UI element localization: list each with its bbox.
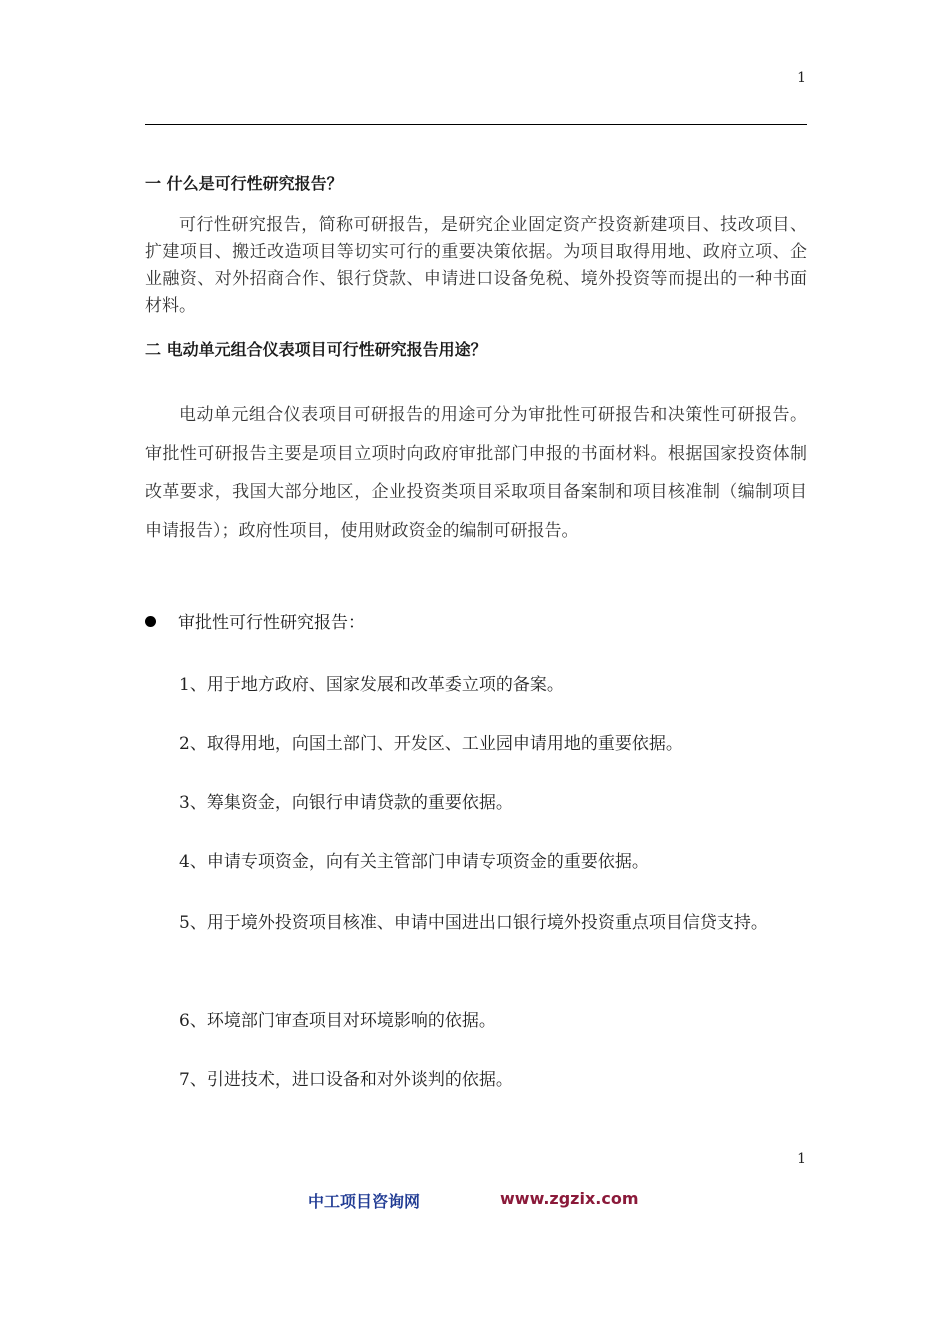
footer-site-url[interactable]: www.zgzix.com — [500, 1189, 639, 1208]
section1-heading: 一 什么是可行性研究报告？ — [145, 174, 343, 193]
footer-site-name: 中工项目咨询网 — [308, 1192, 421, 1211]
list-item: 3、筹集资金，向银行申请贷款的重要依据。 — [179, 793, 513, 813]
section1-paragraph: 可行性研究报告，简称可研报告，是研究企业固定资产投资新建项目、技改项目、扩建项目、搬迁改造项目等切实可行的重要决策依据。为项目取得用地、政府立项、企业融资、对外招商合作、银行贷款、申请进口设备免税、境外投资等而提出的一种书面材料。 — [145, 215, 807, 316]
bullet-dot-icon — [145, 616, 156, 627]
list-item: 5、用于境外投资项目核准、申请中国进出口银行境外投资重点项目信贷支持。 — [179, 913, 768, 933]
list-item: 2、取得用地，向国土部门、开发区、工业园申请用地的重要依据。 — [179, 734, 683, 754]
footer — [0, 1189, 950, 1215]
list-item: 4、申请专项资金，向有关主管部门申请专项资金的重要依据。 — [179, 852, 649, 872]
bullet-label: 审批性可行性研究报告： — [178, 613, 365, 633]
page-number-top: 1 — [797, 70, 806, 86]
page-number-bottom: 1 — [797, 1151, 806, 1167]
list-item: 1、用于地方政府、国家发展和改革委立项的备案。 — [179, 675, 564, 695]
header-rule — [145, 124, 807, 125]
list-item: 6、环境部门审查项目对环境影响的依据。 — [179, 1011, 496, 1031]
bullet-item — [145, 610, 365, 636]
list-item: 7、引进技术，进口设备和对外谈判的依据。 — [179, 1070, 513, 1090]
section2-heading: 二 电动单元组合仪表项目可行性研究报告用途？ — [145, 340, 487, 359]
section2-paragraph: 电动单元组合仪表项目可研报告的用途可分为审批性可研报告和决策性可研报告。审批性可研报告主要是项目立项时向政府审批部门申报的书面材料。根据国家投资体制改革要求，我国大部分地区，企业投资类项目采取项目备案制和项目核准制（编制项目申请报告）；政府性项目，使用财政资金的编制可研报告。 — [145, 405, 807, 541]
